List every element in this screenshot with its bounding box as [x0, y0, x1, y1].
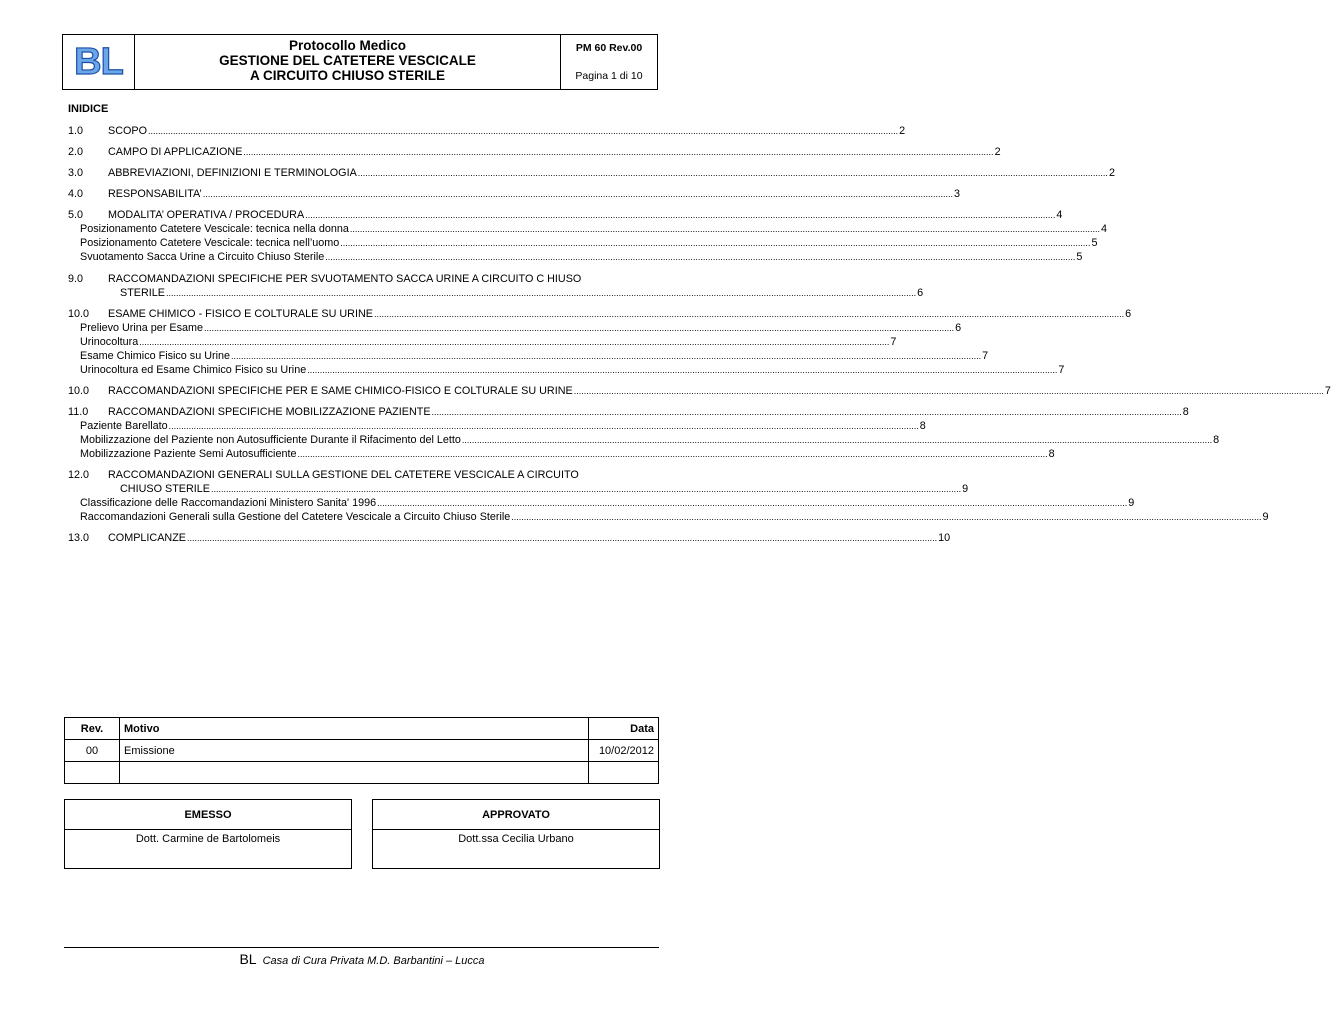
title-line-1: Protocollo Medico [288, 38, 406, 53]
toc-entry-title: ESAME CHIMICO - FISICO E COLTURALE SU URINE [108, 308, 373, 320]
toc-leader-dots: ............................................................................................................................................................................................................................................................................................................ [139, 337, 890, 347]
reason-cell: Emissione [120, 740, 589, 762]
toc-entry-number: 10.0 [68, 385, 90, 397]
toc-entry-page: 4 [1056, 209, 1063, 221]
approved-label: APPROVATO [373, 800, 659, 830]
toc-leader-dots: ............................................................................................................................................................................................................................................................................................................ [461, 435, 1213, 445]
toc-entry-title: Mobilizzazione Paziente Semi Autosufficiente [80, 448, 297, 460]
issued-by: Dott. Carmine de Bartolomeis [135, 833, 281, 845]
date-cell: 10/02/2012 [589, 740, 659, 762]
footer [0, 951, 724, 967]
bl-logo: BL [74, 41, 123, 83]
toc-entry-number: 12.0 [68, 469, 90, 481]
toc-entry-title: RACCOMANDAZIONI SPECIFICHE PER SVUOTAMENTO SACCA URINE A CIRCUITO C HIUSO [108, 273, 582, 285]
toc-entry-title: RACCOMANDAZIONI GENERALI SULLA GESTIONE DEL CATETERE VESCICALE A CIRCUITO [108, 469, 579, 481]
toc-entry-page: 2 [1108, 167, 1115, 179]
toc-leader-dots: ............................................................................................................................................................................................................................................................................................................ [325, 252, 1076, 262]
footer-text: Casa di Cura Privata M.D. Barbantini – Lucca [262, 955, 485, 967]
toc-entry-title: COMPLICANZE [108, 532, 186, 544]
toc-entry-number: 9.0 [68, 273, 84, 285]
toc-leader-dots: ............................................................................................................................................................................................................................................................................................................ [340, 238, 1091, 248]
toc-entry[interactable] [68, 469, 656, 483]
toc-entry-number: 10.0 [68, 308, 90, 320]
document-code: PM 60 Rev.00 [575, 42, 643, 54]
toc-entry-number: 11.0 [68, 406, 89, 418]
toc-leader-dots: ............................................................................................................................................................................................................................................................................................................ [431, 407, 1182, 417]
toc-leader-dots: ............................................................................................................................................................................................................................................................................................................ [373, 309, 1125, 319]
toc-entry-page: 5 [1076, 251, 1083, 263]
toc-entry-number: 1.0 [68, 125, 84, 137]
toc-leader-dots: ............................................................................................................................................................................................................................................................................................................ [573, 386, 1324, 396]
reason-header: Motivo [120, 718, 589, 740]
toc-entry-page: 7 [1324, 385, 1331, 397]
toc-entry-page: 9 [962, 483, 969, 495]
toc-entry-title: Paziente Barellato [80, 420, 168, 432]
toc-leader-dots: ............................................................................................................................................................................................................................................................................................................ [148, 126, 899, 136]
toc-leader-dots: ............................................................................................................................................................................................................................................................................................................ [357, 168, 1108, 178]
title-line-3: A CIRCUITO CHIUSO STERILE [249, 68, 445, 83]
toc-entry-page: 7 [1058, 364, 1065, 376]
rev-header: Rev. [65, 718, 120, 740]
rev-cell [65, 762, 120, 784]
toc-entry-number: 3.0 [68, 167, 84, 179]
toc-entry-number: 13.0 [68, 532, 90, 544]
toc-entry[interactable] [68, 448, 1055, 462]
toc-entry[interactable] [68, 209, 1063, 223]
date-cell [589, 762, 659, 784]
toc-entry-page: 8 [1048, 448, 1055, 460]
toc-entry-title: Prelievo Urina per Esame [80, 322, 204, 334]
toc-entry-title: Urinocoltura [80, 336, 139, 348]
date-header: Data [589, 718, 659, 740]
toc-entry[interactable] [68, 483, 969, 497]
toc-entry-page: 10 [938, 532, 951, 544]
toc-entry-page: 6 [1125, 308, 1132, 320]
toc-entry-title: RESPONSABILITA’ [108, 188, 202, 200]
toc-entry-title: RACCOMANDAZIONI SPECIFICHE PER E SAME CHIMICO-FISICO E COLTURALE SU URINE [108, 385, 573, 397]
document-header [62, 34, 658, 90]
issued-label: EMESSO [65, 800, 351, 830]
rev-cell: 00 [65, 740, 120, 762]
toc-entry-page: 6 [917, 287, 924, 299]
toc-leader-dots: ............................................................................................................................................................................................................................................................................................................ [168, 421, 919, 431]
toc-entry[interactable] [68, 287, 924, 301]
toc-entry-page: 2 [994, 146, 1001, 158]
toc-entry-title: RACCOMANDAZIONI SPECIFICHE MOBILIZZAZIONE PAZIENTE [108, 406, 431, 418]
toc-entry-page: 2 [899, 125, 906, 137]
toc-entry[interactable] [68, 406, 1189, 420]
toc-leader-dots: ............................................................................................................................................................................................................................................................................................................ [231, 351, 982, 361]
toc-entry[interactable] [68, 223, 1108, 237]
revision-table [64, 717, 659, 784]
toc-entry[interactable] [68, 511, 1269, 525]
toc-entry[interactable] [68, 364, 1065, 378]
toc-entry-title: SCOPO [108, 125, 147, 137]
toc-leader-dots: ............................................................................................................................................................................................................................................................................................................ [377, 498, 1128, 508]
toc-entry-title: CAMPO DI APPLICAZIONE [108, 146, 243, 158]
toc-entry[interactable] [68, 273, 656, 287]
toc-entry[interactable] [68, 385, 1331, 399]
toc-entry-title: ABBREVIAZIONI, DEFINIZIONI E TERMINOLOGIA [108, 167, 357, 179]
issued-box [64, 799, 352, 869]
table-row [65, 740, 659, 762]
toc-leader-dots: ............................................................................................................................................................................................................................................................................................................ [349, 224, 1101, 234]
toc-entry-page: 7 [890, 336, 897, 348]
toc-leader-dots: ............................................................................................................................................................................................................................................................................................................ [305, 210, 1056, 220]
title-line-2: GESTIONE DEL CATETERE VESCICALE [219, 53, 476, 68]
toc-entry-number: 4.0 [68, 188, 84, 200]
toc-entry[interactable] [68, 350, 989, 364]
toc-entry[interactable] [68, 251, 1083, 265]
toc-entry-title: Raccomandazioni Generali sulla Gestione del Catetere Vescicale a Circuito Chiuso Sterile [80, 511, 511, 523]
toc-entry[interactable] [68, 237, 1098, 251]
toc-entry-page: 9 [1128, 497, 1135, 509]
logo-cell [63, 35, 135, 89]
toc-leader-dots: ............................................................................................................................................................................................................................................................................................................ [297, 449, 1048, 459]
toc-leader-dots: ............................................................................................................................................................................................................................................................................................................ [511, 512, 1262, 522]
toc-entry-page: 6 [955, 322, 962, 334]
toc-entry-title: CHIUSO STERILE [120, 483, 210, 495]
page-number: Pagina 1 di 10 [575, 70, 643, 82]
document-title [135, 35, 561, 89]
toc-entry-number: 5.0 [68, 209, 84, 221]
toc-entry-page: 3 [953, 188, 960, 200]
toc-entry-page: 8 [1182, 406, 1189, 418]
revision-header-row [65, 718, 659, 740]
toc-entry-page: 8 [919, 420, 926, 432]
toc-entry[interactable] [68, 434, 1220, 448]
reason-cell [120, 762, 589, 784]
toc-leader-dots: ............................................................................................................................................................................................................................................................................................................ [204, 323, 955, 333]
toc-leader-dots: ............................................................................................................................................................................................................................................................................................................ [187, 533, 938, 543]
toc-entry[interactable] [68, 146, 1001, 160]
toc-entry-title: Classificazione delle Raccomandazioni Ministero Sanita' 1996 [80, 497, 377, 509]
toc-entry-title: Posizionamento Catetere Vescicale: tecnica nella donna [80, 223, 349, 235]
toc-entry[interactable] [68, 532, 951, 546]
toc-entry-title: STERILE [120, 287, 166, 299]
toc-entry-title: Urinocoltura ed Esame Chimico Fisico su Urine [80, 364, 307, 376]
toc-entry[interactable] [68, 420, 926, 434]
toc-entry-title: MODALITA’ OPERATIVA / PROCEDURA [108, 209, 305, 221]
toc-entry[interactable] [68, 188, 960, 202]
table-row [65, 762, 659, 784]
toc-leader-dots: ............................................................................................................................................................................................................................................................................................................ [166, 288, 917, 298]
toc-leader-dots: ............................................................................................................................................................................................................................................................................................................ [243, 147, 994, 157]
toc-entry[interactable] [68, 497, 1135, 511]
approved-by: Dott.ssa Cecilia Urbano [458, 833, 574, 845]
toc-entry-page: 8 [1213, 434, 1220, 446]
toc-leader-dots: ............................................................................................................................................................................................................................................................................................................ [211, 484, 962, 494]
toc-entry-title: Mobilizzazione del Paziente non Autosufficiente Durante il Rifacimento del Letto [80, 434, 461, 446]
toc-entry-page: 5 [1091, 237, 1098, 249]
toc-entry-title: Svuotamento Sacca Urine a Circuito Chiuso Sterile [80, 251, 325, 263]
toc-entry-page: 4 [1101, 223, 1108, 235]
toc-entry[interactable] [68, 336, 897, 350]
toc-entry-page: 9 [1262, 511, 1269, 523]
footer-logo: BL [239, 951, 257, 967]
toc-entry[interactable] [68, 322, 962, 336]
toc-heading: INIDICE [68, 103, 109, 115]
toc-leader-dots: ............................................................................................................................................................................................................................................................................................................ [307, 365, 1058, 375]
toc-leader-dots: ............................................................................................................................................................................................................................................................................................................ [202, 189, 953, 199]
toc-entry[interactable] [68, 125, 906, 139]
footer-divider [64, 947, 659, 948]
toc-entry-title: Posizionamento Catetere Vescicale: tecnica nell’uomo [80, 237, 340, 249]
toc-entry-title: Esame Chimico Fisico su Urine [80, 350, 230, 362]
toc-entry-page: 7 [982, 350, 989, 362]
toc-entry[interactable] [68, 167, 1115, 181]
toc-entry-number: 2.0 [68, 146, 84, 158]
document-meta [561, 35, 657, 89]
approved-box [372, 799, 660, 869]
toc-entry[interactable] [68, 308, 1132, 322]
